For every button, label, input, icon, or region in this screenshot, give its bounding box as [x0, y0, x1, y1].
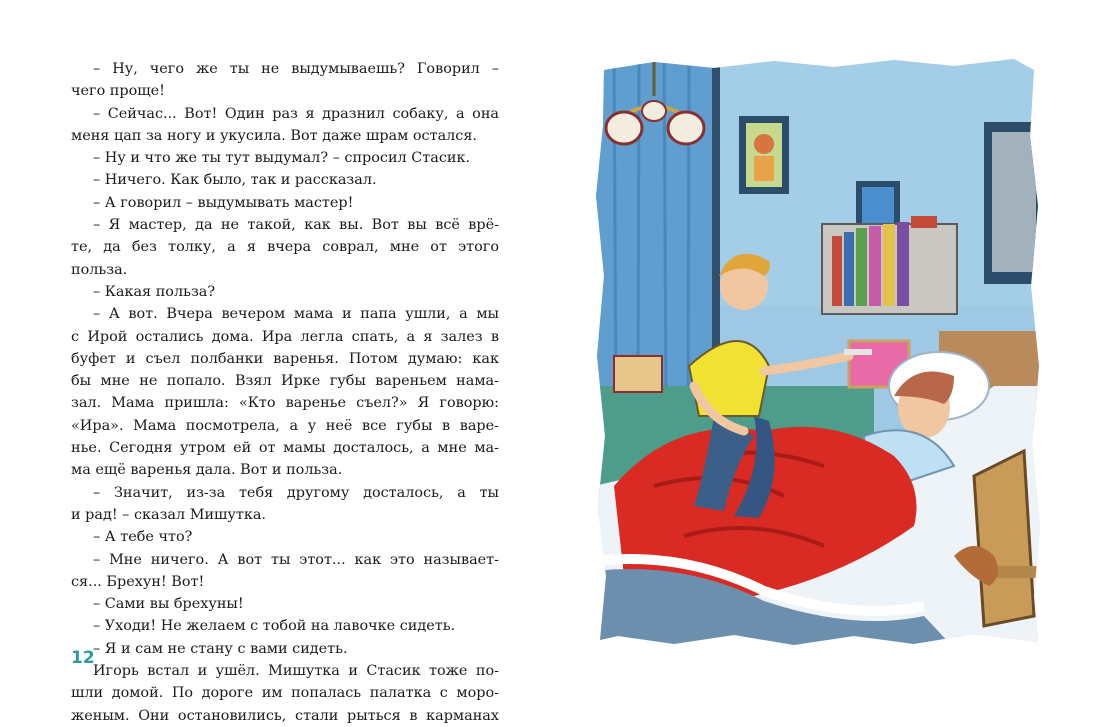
text-line: буфет и съел полбанки варенья. Потом думаю: как — [71, 350, 499, 367]
text-line: женым. Они остановились, стали рыться в карманах — [71, 707, 499, 724]
text-line: – Ну и что же ты тут выдумал? – спросил Стасик. — [93, 150, 471, 167]
text-line: – А тебе что? — [93, 529, 193, 546]
text-line: Игорь встал и ушёл. Мишутка и Стасик тоже по- — [93, 663, 499, 680]
page-number: 12 — [71, 648, 95, 668]
text-line: – Сами вы брехуны! — [93, 596, 244, 613]
text-line: ма ещё варенья дала. Вот и польза. — [71, 462, 343, 479]
text-line: – Какая польза? — [93, 283, 216, 300]
bedroom-illustration — [594, 56, 1042, 648]
text-line: меня цап за ногу и укусила. Вот даже шрам остался. — [71, 127, 478, 144]
text-line: зал. Мама пришла: «Кто варенье съел?» Я говорю: — [71, 395, 499, 412]
text-line: нье. Сегодня утром ей от мамы досталось, а мне ма- — [71, 440, 499, 457]
text-line: – Сейчас... Вот! Один раз я дразнил собаку, а она — [93, 105, 499, 122]
text-line: «Ира». Мама посмотрела, а у неё все губы в варе- — [71, 417, 499, 434]
text-line: и рад! – сказал Мишутка. — [71, 506, 267, 523]
text-line: с Ирой остались дома. Ира легла спать, а я залез в — [71, 328, 499, 345]
text-line: польза. — [71, 261, 128, 278]
text-line: шли домой. По дороге им попалась палатка с моро- — [71, 685, 499, 702]
portrait-frame — [739, 116, 789, 194]
text-line: – А вот. Вчера вечером мама и папа ушли, а мы — [93, 306, 499, 323]
story-text — [71, 58, 499, 727]
text-line: ся... Брехун! Вот! — [71, 573, 205, 590]
text-line: – Ничего. Как было, так и рассказал. — [93, 172, 377, 189]
text-line: – Я и сам не стану с вами сидеть. — [93, 640, 348, 657]
book-shelf — [822, 216, 957, 314]
text-line: чего проще! — [71, 83, 165, 100]
small-picture-frame — [856, 181, 900, 229]
text-line: – Значит, из-за тебя другому досталось, а ты — [93, 484, 499, 501]
text-line: – А говорил – выдумывать мастер! — [93, 194, 354, 211]
text-line: те, да без толку, а я вчера соврал, мне от этого — [71, 239, 499, 256]
text-line: – Я мастер, да не такой, как вы. Вот вы всё врё- — [93, 217, 499, 234]
text-line: – Уходи! Не желаем с тобой на лавочке сидеть. — [93, 618, 456, 635]
text-line: бы мне не попало. Взял Ирке губы вареньем нама- — [71, 373, 499, 390]
text-line: – Ну, чего же ты не выдумываешь? Говорил – — [93, 61, 499, 77]
text-line: – Мне ничего. А вот ты этот... как это называет- — [93, 551, 499, 568]
